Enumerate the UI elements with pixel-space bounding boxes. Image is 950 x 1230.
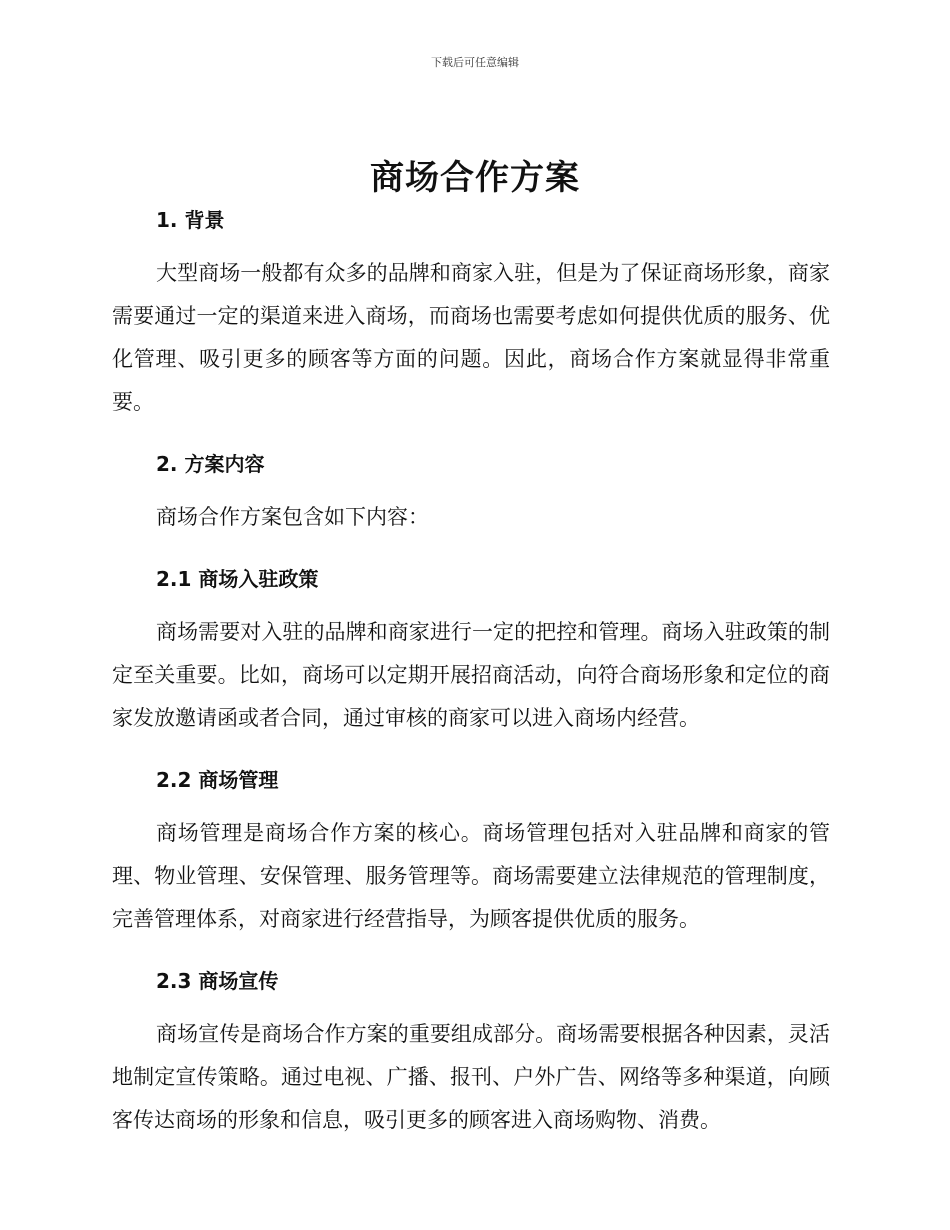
section-heading: 2.2 商场管理 bbox=[156, 768, 279, 792]
section-plan-content bbox=[112, 448, 830, 539]
section-heading: 2. 方案内容 bbox=[156, 452, 265, 476]
section-background bbox=[112, 204, 830, 424]
section-heading: 2.3 商场宣传 bbox=[156, 969, 279, 993]
section-heading: 2.1 商场入驻政策 bbox=[156, 567, 319, 591]
header-note: 下载后可任意编辑 bbox=[431, 56, 519, 69]
document-title: 商场合作方案 bbox=[370, 158, 580, 198]
section-heading: 1. 背景 bbox=[156, 208, 225, 232]
document-body bbox=[112, 204, 830, 1142]
section-paragraph: 商场管理是商场合作方案的核心。商场管理包括对入驻品牌和商家的管理、物业管理、安保管理、服务管理等。商场需要建立法律规范的管理制度，完善管理体系，对商家进行经营指导，为顾客提供优质的服务。 bbox=[112, 821, 830, 931]
section-paragraph: 商场宣传是商场合作方案的重要组成部分。商场需要根据各种因素，灵活地制定宣传策略。通过电视、广播、报刊、户外广告、网络等多种渠道，向顾客传达商场的形象和信息，吸引更多的顾客进入商场购物、消费。 bbox=[112, 1022, 830, 1132]
section-paragraph: 商场需要对入驻的品牌和商家进行一定的把控和管理。商场入驻政策的制定至关重要。比如，商场可以定期开展招商活动，向符合商场形象和定位的商家发放邀请函或者合同，通过审核的商家可以进入商场内经营。 bbox=[112, 620, 830, 730]
section-management bbox=[112, 764, 830, 941]
section-promotion bbox=[112, 965, 830, 1142]
section-paragraph: 大型商场一般都有众多的品牌和商家入驻，但是为了保证商场形象，商家需要通过一定的渠道来进入商场，而商场也需要考虑如何提供优质的服务、优化管理、吸引更多的顾客等方面的问题。因此，商场合作方案就显得非常重要。 bbox=[112, 261, 830, 414]
section-entry-policy bbox=[112, 563, 830, 740]
section-paragraph: 商场合作方案包含如下内容： bbox=[156, 505, 429, 529]
